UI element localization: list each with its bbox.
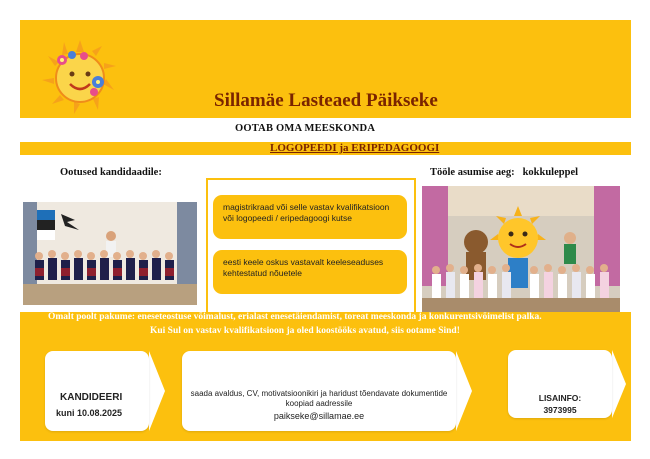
subtitle: OOTAB OMA MEESKONDA [235, 123, 376, 134]
start-time-label [430, 167, 578, 178]
info-phone[interactable]: 3973995 [543, 405, 577, 415]
contact-email[interactable]: paikseke@sillamae.ee [273, 411, 365, 421]
apply-deadline: kuni 10.08.2025 [56, 408, 123, 418]
sun-logo-icon [40, 38, 120, 116]
start-time-value: kokkuleppel [522, 167, 579, 178]
apply-card [45, 351, 149, 431]
info-title: LISAINFO: [538, 393, 582, 403]
role-title: LOGOPEEDI ja ERIPEDAGOOGI [270, 142, 440, 154]
children-photo-right [422, 186, 620, 322]
job-poster [20, 20, 631, 441]
requirement-item: magistrikraad või selle vastav kvalifikatsioon või logopeedi / eripedagoogi kutse [213, 195, 407, 239]
expectations-label: Ootused kandidaadile: [60, 167, 162, 178]
offer-line: Omalt poolt pakume: eneseteostuse võimalust, erialast enesetäiendamist, toreat meeskonda ja konkurentsivõimelist palka. [48, 312, 542, 322]
apply-title: KANDIDEERI [60, 392, 123, 403]
start-time-key: Tööle asumise aeg: [430, 167, 515, 178]
page-title: Sillamäe Lasteaed Päikseke [214, 90, 438, 111]
header-banner [20, 20, 631, 118]
children-photo-left [23, 202, 197, 305]
chevron-right-icon [456, 351, 474, 431]
chevron-right-icon [149, 351, 167, 431]
documents-text: saada avaldus, CV, motivatsioonikiri ja haridust tõendavate dokumentide koopiad aadressile [190, 389, 448, 408]
chevron-right-icon [612, 350, 628, 418]
requirement-item: eesti keele oskus vastavalt keeleseaduses kehtestatud nõuetele [213, 250, 407, 294]
invitation-line: Kui Sul on vastav kvalifikatsioon ja oled koostööks avatud, siis ootame Sind! [150, 326, 460, 336]
